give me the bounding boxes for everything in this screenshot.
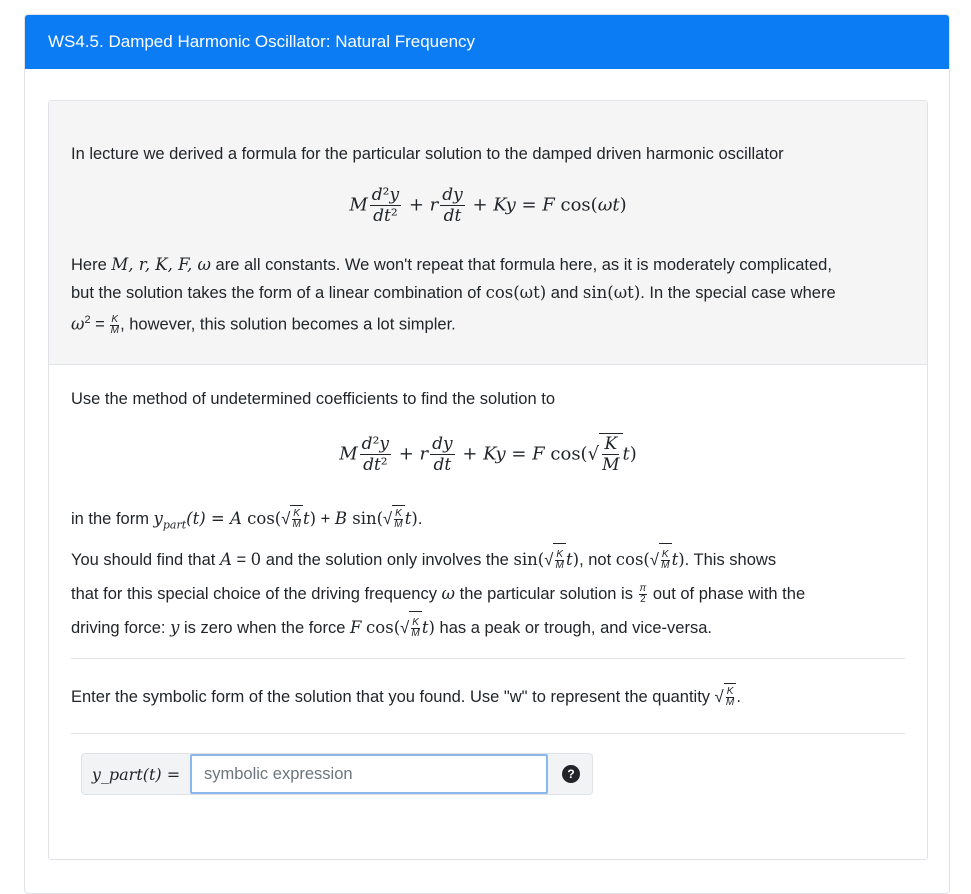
problem-paragraph-1: Use the method of undetermined coefficients to find the solution to	[71, 390, 555, 408]
question-card	[24, 14, 950, 894]
answer-label: y_part(t) =	[91, 764, 181, 784]
intro-paragraph-1: In lecture we derived a formula for the particular solution to the damped driven harmonic oscillator	[71, 145, 784, 163]
question-body	[48, 100, 928, 860]
problem-paragraph-2: in the form $y_{part}(t) = A$ cos(√ $\frac{K}{M}$ t) + B sin(√ $\frac{K}{M}$ t).	[71, 505, 905, 538]
answer-input-group	[81, 753, 593, 795]
equation-1: M $\frac{\text{d²y}}{\text{dt²}}$ + r $\frac{dy}{dt}$ + Ky = F cos(ωt)	[349, 185, 627, 226]
divider-bottom	[71, 733, 905, 734]
equation-2: M $\frac{\text{d²y}}{\text{dt²}}$ + r $\frac{dy}{dt}$ + Ky = F cos(√ $\frac{K}{M}$ t)	[339, 434, 637, 475]
intro-paragraph-2: Here M, r, K, F, ω are all constants. We won't repeat that formula here, as it is moderately complicated, but the solution takes the form of a linear combination of cos(ωt) and sin(ωt). In the special case where $\omega^2$ = $\frac{K}{M}$ , however, this solution becomes a lot simpler.	[71, 255, 836, 336]
divider-top	[71, 658, 905, 659]
question-title: WS4.5. Damped Harmonic Oscillator: Natural Frequency	[25, 15, 949, 69]
symbolic-expression-input[interactable]	[190, 754, 548, 794]
help-icon[interactable]: ?	[562, 765, 580, 783]
instruction-text: Enter the symbolic form of the solution that you found. Use "w" to represent the quantity √ $\frac{K}{M}$ .	[71, 683, 905, 711]
intro-panel	[49, 101, 927, 365]
problem-paragraph-3: You should find that A = 0 and the solution only involves the sin(√ $\frac{K}{M}$ t), not cos(√ $\frac{K}{M}$ t). This shows that for this special choice of the driving frequency ω the particular solution is $\frac{\pi}{2}$ out of phase with the driving force: y is zero when the force F cos(√ $\frac{K}{M}$ t) has a peak or trough, and vice-versa.	[71, 543, 905, 645]
